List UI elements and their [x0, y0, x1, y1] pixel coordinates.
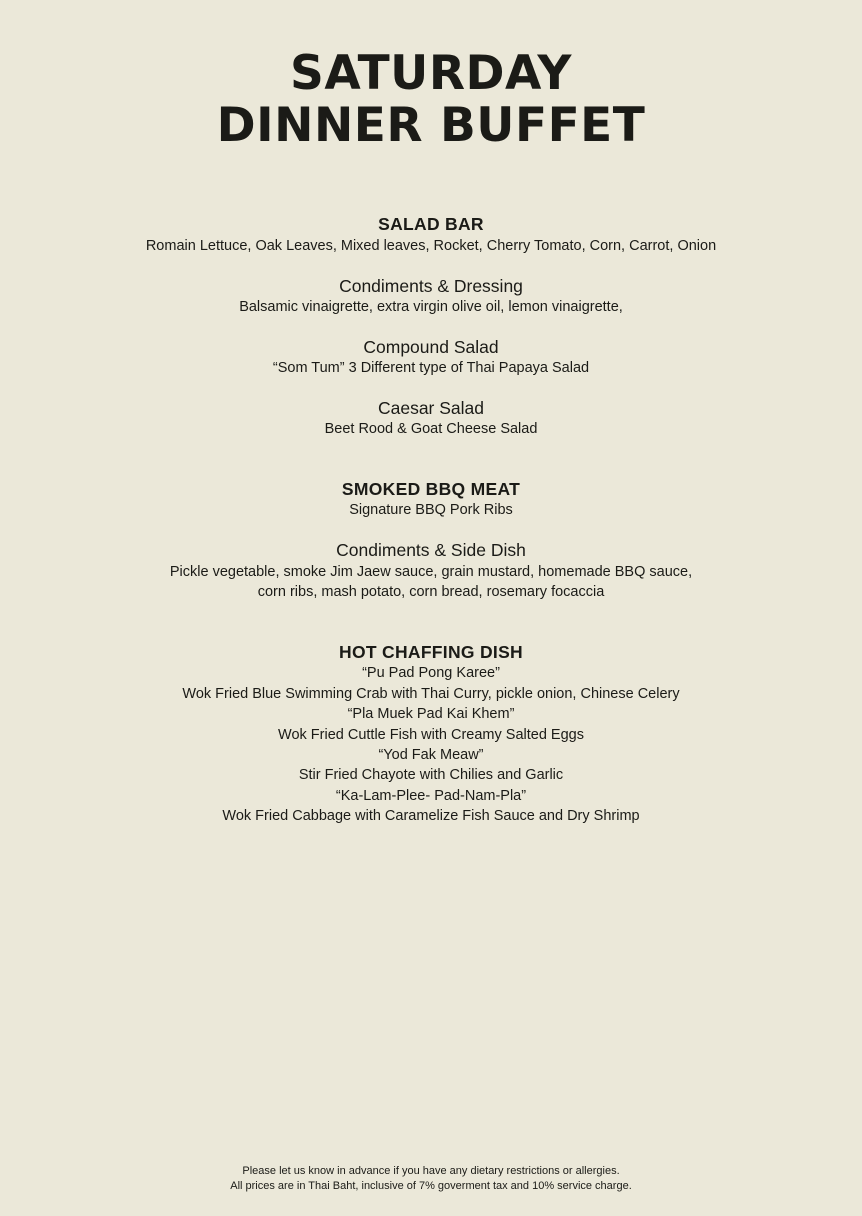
hot-dish-line: “Pu Pad Pong Karee” [362, 665, 500, 681]
hot-dish-line: Wok Fried Cabbage with Caramelize Fish Sauce and Dry Shrimp [222, 808, 640, 824]
bbq-items: Signature BBQ Pork Ribs [349, 502, 513, 518]
hot-dish-line: Stir Fried Chayote with Chilies and Garlic [298, 767, 564, 783]
hot-dish-line: “Pla Muek Pad Kai Khem” [347, 706, 515, 722]
hot-dish-line: Wok Fried Blue Swimming Crab with Thai Curry, pickle onion, Chinese Celery [182, 686, 680, 702]
salad-bar-items: Romain Lettuce, Oak Leaves, Mixed leaves, Rocket, Cherry Tomato, Corn, Carrot, Onion [145, 238, 717, 254]
side-dish-items-line-2: corn ribs, mash potato, corn bread, rosemary focaccia [257, 584, 605, 600]
section-heading-salad-bar: SALAD BAR [378, 214, 484, 234]
hot-dish-line: Wok Fried Cuttle Fish with Creamy Salted Eggs [278, 727, 584, 743]
footer-price-note: All prices are in Thai Baht, inclusive of 7% goverment tax and 10% service charge. [230, 1180, 632, 1192]
section-heading-hot-chaffing: HOT CHAFFING DISH [339, 642, 523, 662]
caesar-salad-items: Beet Rood & Goat Cheese Salad [324, 421, 538, 437]
subheading-compound-salad: Compound Salad [363, 337, 499, 357]
subheading-condiments-dressing: Condiments & Dressing [339, 276, 523, 296]
title-line-2: DINNER BUFFET [216, 98, 646, 153]
compound-salad-items: “Som Tum” 3 Different type of Thai Papaya Salad [272, 360, 590, 376]
condiments-dressing-items: Balsamic vinaigrette, extra virgin olive oil, lemon vinaigrette, [239, 299, 623, 315]
title-line-1: SATURDAY [290, 46, 572, 101]
page-title [0, 48, 862, 152]
footer-dietary-note: Please let us know in advance if you have any dietary restrictions or allergies. [242, 1165, 620, 1177]
side-dish-items-line-1: Pickle vegetable, smoke Jim Jaew sauce, grain mustard, homemade BBQ sauce, [169, 564, 693, 580]
hot-dish-line: “Ka-Lam-Plee- Pad-Nam-Pla” [335, 788, 527, 804]
subheading-caesar-salad: Caesar Salad [377, 398, 485, 418]
section-heading-smoked-bbq: SMOKED BBQ MEAT [341, 479, 521, 499]
hot-dish-line: “Yod Fak Meaw” [378, 747, 484, 763]
subheading-condiments-side-dish: Condiments & Side Dish [336, 540, 526, 560]
